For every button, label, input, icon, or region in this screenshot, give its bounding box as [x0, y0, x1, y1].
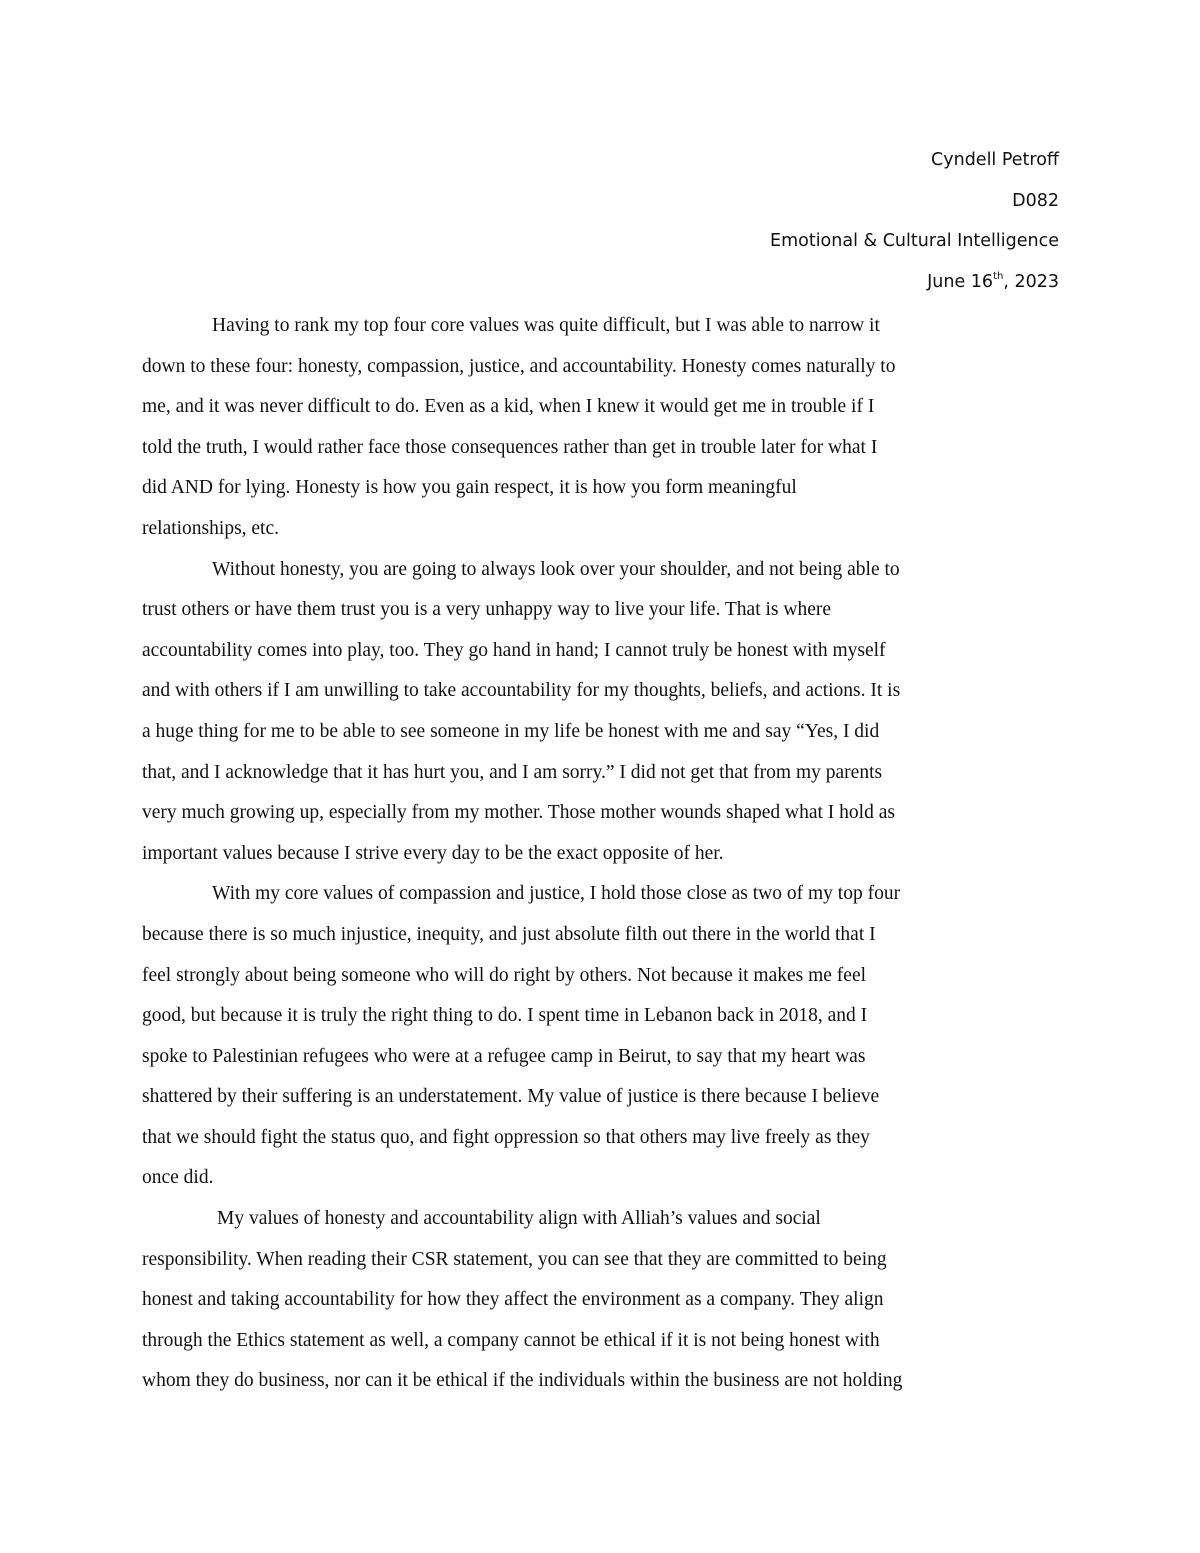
paragraph-line: good, but because it is truly the right thing to do. I spent time in Lebanon back in 2018, and I	[142, 1005, 868, 1027]
paragraph-line: Having to rank my top four core values was quite difficult, but I was able to narrow it	[212, 315, 880, 336]
paragraph-line: told the truth, I would rather face those consequences rather than get in trouble later for what I	[142, 436, 878, 458]
paragraph-line: a huge thing for me to be able to see someone in my life be honest with me and say “Yes, I did	[142, 720, 880, 742]
document-date	[770, 262, 1059, 303]
paragraph-line: spoke to Palestinian refugees who were at a refugee camp in Beirut, to say that my heart was	[142, 1045, 866, 1067]
paragraph-line: responsibility. When reading their CSR statement, you can see that they are committed to being	[142, 1248, 887, 1270]
paragraph-line: through the Ethics statement as well, a company cannot be ethical if it is not being honest with	[142, 1329, 880, 1351]
paragraph-line: relationships, etc.	[142, 517, 280, 539]
author-name: Cyndell Petroff	[931, 150, 1059, 170]
paragraph-line: Without honesty, you are going to always look over your shoulder, and not being able to	[212, 558, 900, 580]
paragraph	[142, 874, 1060, 1199]
paragraph-line: With my core values of compassion and justice, I hold those close as two of my top four	[212, 883, 901, 905]
paragraph-line: shattered by their suffering is an understatement. My value of justice is there because I believe	[142, 1086, 880, 1108]
date-month-day: June 16	[927, 271, 994, 292]
paragraph	[142, 550, 1060, 875]
paragraph-line: trust others or have them trust you is a very unhappy way to live your life. That is where	[142, 599, 832, 621]
paragraph-line: feel strongly about being someone who will do right by others. Not because it makes me feel	[142, 964, 867, 986]
paragraph-line: very much growing up, especially from my mother. Those mother wounds shaped what I hold as	[142, 802, 895, 824]
course-code: D082	[1012, 190, 1059, 211]
paragraph-line: that we should fight the status quo, and fight oppression so that others may live freely as they	[142, 1126, 870, 1148]
date-year: , 2023	[1003, 271, 1059, 292]
paragraph-line: down to these four: honesty, compassion, justice, and accountability. Honesty comes naturally to	[142, 355, 896, 377]
paragraph-line: whom they do business, nor can it be ethical if the individuals within the business are not holding	[142, 1370, 903, 1392]
paragraph-line: once did.	[142, 1167, 214, 1189]
paragraph	[142, 1199, 1060, 1402]
paragraph-line: My values of honesty and accountability align with Alliah’s values and social	[217, 1208, 821, 1230]
paragraph-line: that, and I acknowledge that it has hurt you, and I am sorry.” I did not get that from my parents	[142, 761, 883, 783]
paragraph-line: important values because I strive every day to be the exact opposite of her.	[142, 842, 724, 864]
paragraph	[142, 306, 1060, 550]
paragraph-line: because there is so much injustice, inequity, and just absolute filth out there in the world that I	[142, 923, 876, 945]
document-header	[770, 140, 1059, 302]
essay-body	[142, 306, 1060, 1402]
paragraph-line: honest and taking accountability for how they affect the environment as a company. They align	[142, 1289, 884, 1311]
paragraph-line: did AND for lying. Honesty is how you gain respect, it is how you form meaningful	[142, 477, 797, 499]
date-ordinal-suffix: th	[993, 270, 1004, 282]
paragraph-line: accountability comes into play, too. They go hand in hand; I cannot truly be honest with myself	[142, 639, 886, 661]
course-title: Emotional & Cultural Intelligence	[770, 231, 1059, 252]
paragraph-line: me, and it was never difficult to do. Even as a kid, when I knew it would get me in trouble if I	[142, 396, 875, 418]
paragraph-line: and with others if I am unwilling to take accountability for my thoughts, beliefs, and actions. It is	[142, 680, 901, 702]
